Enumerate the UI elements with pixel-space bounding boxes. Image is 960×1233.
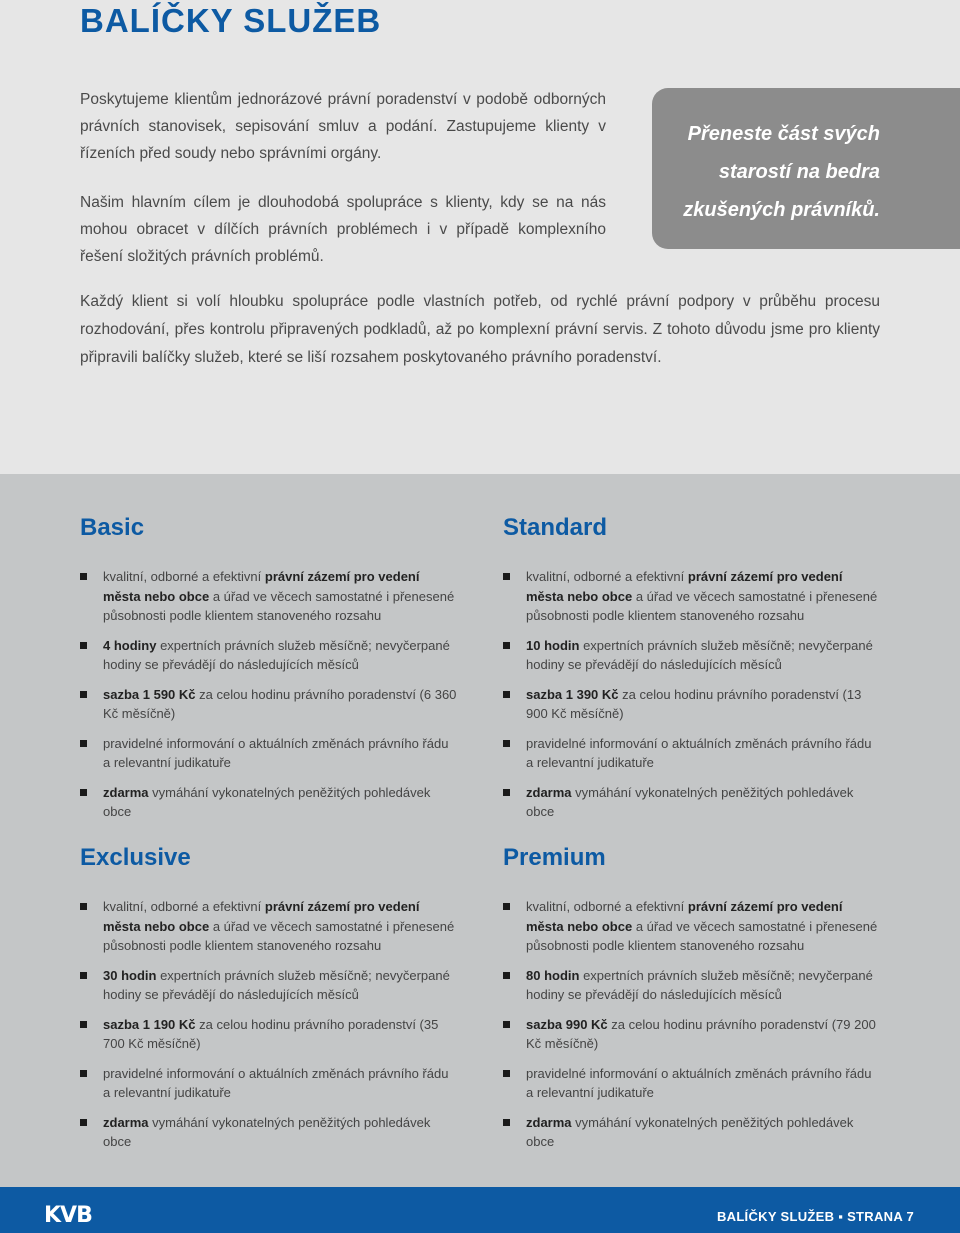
package-feature-item (503, 897, 881, 956)
package-feature-item (503, 636, 881, 675)
feature-text: za celou hodinu právního poradenství (6 360 Kč měsíčně) (103, 686, 457, 721)
intro-text (80, 86, 606, 292)
square-bullet-icon (80, 1119, 87, 1126)
square-bullet-icon (503, 691, 510, 698)
square-bullet-icon (503, 1021, 510, 1028)
package-feature-item (503, 966, 881, 1005)
feature-highlight: 10 hodin (526, 637, 580, 653)
package-feature-item (80, 734, 458, 773)
package-feature-item (80, 685, 458, 724)
intro-section (0, 0, 960, 474)
feature-text: za celou hodinu právního poradenství (79 200 Kč měsíčně) (526, 1016, 876, 1051)
package-feature-item (80, 567, 458, 626)
feature-text: pravidelné informování o aktuálních změnách právního řádu a relevantní judikatuře (103, 735, 449, 770)
feature-text: expertních právních služeb měsíčně; nevyčerpané hodiny se převádějí do následujících měsíců (103, 637, 450, 672)
package-feature-item (503, 783, 881, 822)
package-title: Exclusive (80, 844, 191, 871)
feature-text: kvalitní, odborné a efektivní (103, 569, 265, 584)
square-bullet-icon (503, 573, 510, 580)
feature-text: a úřad ve věcech samostatné i přenesené působnosti podle klientem stanoveného rozsahu (526, 918, 878, 953)
feature-highlight: 4 hodiny (103, 637, 157, 653)
packages-section (0, 474, 960, 1187)
square-bullet-icon (80, 691, 87, 698)
square-bullet-icon (503, 740, 510, 747)
feature-highlight: právní zázemí pro vedení města nebo obce (526, 569, 843, 604)
services-paragraph: Každý klient si volí hloubku spolupráce podle vlastních potřeb, od rychlé právní podpory v průběhu procesu rozhodování, přes kontrolu připravených podkladů, až po komplexní právní servis. Z tohoto důvodu jsme pro klienty připravili balíčky služeb, které se liší rozsahem poskytovaného právního poradenství. (80, 293, 880, 366)
feature-highlight: právní zázemí pro vedení města nebo obce (103, 569, 420, 604)
package-feature-item (80, 783, 458, 822)
feature-text: za celou hodinu právního poradenství (13 900 Kč měsíčně) (526, 686, 862, 721)
package-basic (80, 511, 458, 832)
package-feature-item (503, 567, 881, 626)
square-bullet-icon (503, 642, 510, 649)
package-feature-item (503, 685, 881, 724)
feature-text: pravidelné informování o aktuálních změnách právního řádu a relevantní judikatuře (526, 1065, 872, 1100)
page-title: BALÍČKY SLUŽEB (80, 2, 382, 39)
kvb-logo: KVB (44, 1203, 92, 1228)
package-feature-list (503, 567, 881, 822)
intro-paragraph-2: Našim hlavním cílem je dlouhodobá spolupráce s klienty, kdy se na nás mohou obracet v dílčích právních problémech i v případě komplexního řešení složitých právních problémů. (80, 194, 606, 265)
feature-highlight: zdarma (526, 1114, 572, 1130)
feature-text: kvalitní, odborné a efektivní (526, 899, 688, 914)
package-feature-item (503, 1015, 881, 1054)
feature-highlight: sazba 1 390 Kč (526, 686, 619, 702)
package-feature-item (80, 897, 458, 956)
feature-text: pravidelné informování o aktuálních změnách právního řádu a relevantní judikatuře (526, 735, 872, 770)
feature-highlight: 30 hodin (103, 967, 157, 983)
feature-text: za celou hodinu právního poradenství (35 700 Kč měsíčně) (103, 1016, 439, 1051)
feature-text: pravidelné informování o aktuálních změnách právního řádu a relevantní judikatuře (103, 1065, 449, 1100)
square-bullet-icon (80, 573, 87, 580)
square-bullet-icon (80, 903, 87, 910)
square-bullet-icon (80, 642, 87, 649)
footer-page-number: STRANA 7 (847, 1209, 914, 1224)
feature-text: a úřad ve věcech samostatné i přenesené působnosti podle klientem stanoveného rozsahu (103, 588, 455, 623)
feature-highlight: zdarma (103, 784, 149, 800)
package-premium (503, 841, 881, 1162)
square-bullet-icon (80, 1070, 87, 1077)
feature-highlight: právní zázemí pro vedení města nebo obce (526, 899, 843, 934)
feature-text: a úřad ve věcech samostatné i přenesené působnosti podle klientem stanoveného rozsahu (103, 918, 455, 953)
footer-page-info (717, 1209, 914, 1224)
feature-highlight: 80 hodin (526, 967, 580, 983)
square-bullet-icon (503, 1119, 510, 1126)
square-bullet-icon (80, 740, 87, 747)
feature-text: expertních právních služeb měsíčně; nevyčerpané hodiny se převádějí do následujících měsíců (526, 967, 873, 1002)
feature-text: expertních právních služeb měsíčně; nevyčerpané hodiny se převádějí do následujících měsíců (103, 967, 450, 1002)
intro-paragraph-1: Poskytujeme klientům jednorázové právní poradenství v podobě odborných právních stanovisek, sepisování smluv a podání. Zastupujeme klienty v řízeních před soudy nebo správními orgány. (80, 91, 606, 162)
package-feature-list (80, 567, 458, 822)
feature-text: a úřad ve věcech samostatné i přenesené působnosti podle klientem stanoveného rozsahu (526, 588, 878, 623)
square-bullet-icon (503, 789, 510, 796)
square-bullet-icon (503, 1070, 510, 1077)
feature-text: kvalitní, odborné a efektivní (103, 899, 265, 914)
feature-highlight: právní zázemí pro vedení města nebo obce (103, 899, 420, 934)
package-feature-item (80, 966, 458, 1005)
square-bullet-icon (503, 903, 510, 910)
feature-highlight: sazba 1 590 Kč (103, 686, 196, 702)
feature-text: kvalitní, odborné a efektivní (526, 569, 688, 584)
feature-highlight: zdarma (103, 1114, 149, 1130)
feature-text: vymáhání vykonatelných peněžitých pohledávek obce (103, 784, 431, 819)
package-feature-list (80, 897, 458, 1152)
square-bullet-icon (80, 972, 87, 979)
package-feature-item (503, 1064, 881, 1103)
feature-text: vymáhání vykonatelných peněžitých pohledávek obce (526, 784, 854, 819)
package-feature-list (503, 897, 881, 1152)
quote-box (652, 88, 960, 249)
square-bullet-icon (503, 972, 510, 979)
feature-highlight: zdarma (526, 784, 572, 800)
feature-text: expertních právních služeb měsíčně; nevyčerpané hodiny se převádějí do následujících měsíců (526, 637, 873, 672)
footer-bar (0, 1187, 960, 1233)
package-exclusive (80, 841, 458, 1162)
package-feature-item (80, 1064, 458, 1103)
package-title: Premium (503, 844, 606, 871)
square-bullet-icon (80, 789, 87, 796)
feature-text: vymáhání vykonatelných peněžitých pohledávek obce (526, 1114, 854, 1149)
footer-separator: ▪ (838, 1209, 844, 1224)
package-title: Basic (80, 514, 145, 541)
package-feature-item (80, 636, 458, 675)
package-feature-item (80, 1015, 458, 1054)
package-title: Standard (503, 514, 608, 541)
package-feature-item (80, 1113, 458, 1152)
feature-highlight: sazba 1 190 Kč (103, 1016, 196, 1032)
package-feature-item (503, 734, 881, 773)
package-feature-item (503, 1113, 881, 1152)
footer-section-label: BALÍČKY SLUŽEB (716, 1209, 835, 1224)
square-bullet-icon (80, 1021, 87, 1028)
feature-text: vymáhání vykonatelných peněžitých pohledávek obce (103, 1114, 431, 1149)
quote-text: Přeneste část svých starostí na bedra zkušených právníků. (683, 123, 880, 221)
package-standard (503, 511, 881, 832)
feature-highlight: sazba 990 Kč (526, 1016, 608, 1032)
